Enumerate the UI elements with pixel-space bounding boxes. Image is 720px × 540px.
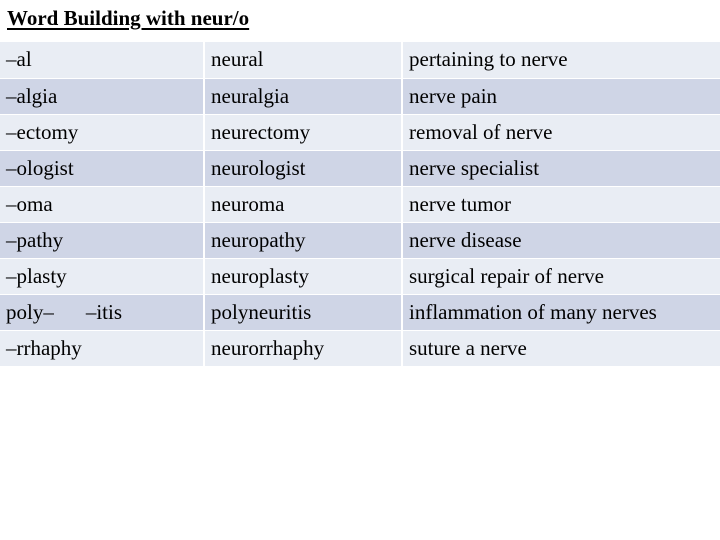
table-row <box>0 294 720 330</box>
word-part-cell: –oma <box>0 186 204 222</box>
term-cell: neuralgia <box>204 78 402 114</box>
meaning-cell: nerve tumor <box>402 186 720 222</box>
word-part-cell: –rrhaphy <box>0 330 204 366</box>
table-row <box>0 222 720 258</box>
term-cell: neurorrhaphy <box>204 330 402 366</box>
meaning-cell: suture a nerve <box>402 330 720 366</box>
term-cell: neuroplasty <box>204 258 402 294</box>
word-part-cell: –algia <box>0 78 204 114</box>
table-row <box>0 78 720 114</box>
table-row <box>0 114 720 150</box>
term-cell: neurologist <box>204 150 402 186</box>
meaning-cell: nerve specialist <box>402 150 720 186</box>
word-part-cell: –pathy <box>0 222 204 258</box>
suffix-text: –itis <box>85 299 123 324</box>
word-part-cell: –ologist <box>0 150 204 186</box>
word-part-cell: –ectomy <box>0 114 204 150</box>
meaning-cell: nerve pain <box>402 78 720 114</box>
table-row <box>0 186 720 222</box>
meaning-cell: pertaining to nerve <box>402 42 720 78</box>
term-cell: neural <box>204 42 402 78</box>
term-cell: neurectomy <box>204 114 402 150</box>
page-title: Word Building with neur/o <box>7 6 250 30</box>
table-row <box>0 258 720 294</box>
meaning-cell: nerve disease <box>402 222 720 258</box>
word-building-table <box>0 42 720 367</box>
word-part-cell: –plasty <box>0 258 204 294</box>
term-cell: neuroma <box>204 186 402 222</box>
term-cell: neuropathy <box>204 222 402 258</box>
meaning-cell: removal of nerve <box>402 114 720 150</box>
meaning-cell: inflammation of many nerves <box>402 294 720 330</box>
word-part-cell: –al <box>0 42 204 78</box>
table-row <box>0 42 720 78</box>
term-cell: polyneuritis <box>204 294 402 330</box>
table-row <box>0 150 720 186</box>
table-row <box>0 330 720 366</box>
meaning-cell: surgical repair of nerve <box>402 258 720 294</box>
word-part-cell <box>0 294 204 330</box>
prefix-text: poly– <box>6 299 54 324</box>
